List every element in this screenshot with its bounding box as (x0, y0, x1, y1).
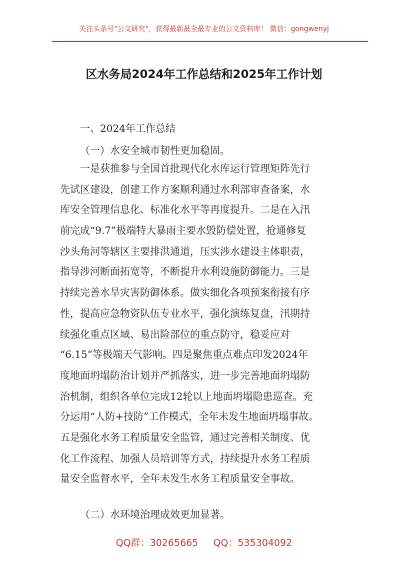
paragraph-line: 库安全管理信息化、标准化水平等再度提升。二是在入汛 (60, 205, 310, 217)
paragraph-line: 治机制，组织各单位完成12轮以上地面坍塌隐患巡查。充 (60, 391, 313, 403)
paragraph-line: 分运用“人防+技防”工作模式，全年未发生地面坍塌事故。 (60, 412, 319, 424)
paragraph-line: 先试区建设，创建工作方案顺利通过水利部审查备案，水 (60, 184, 310, 196)
section-heading: 一、2024年工作总结 (80, 124, 176, 135)
paragraph-line: 量安全监督水平，全年未发生水务工程质量安全事故。 (60, 474, 300, 486)
footer-contact (0, 535, 408, 549)
paragraph-line: 一是获推参与全国首批现代化水库运行管理矩阵先行 (80, 164, 310, 175)
paragraph-line: 沙头角河等辖区主要排洪通道，压实涉水建设主体职责， (60, 246, 310, 258)
paragraph-line: “6.15”等极端天气影响。四是聚焦重点难点印发2024年 (60, 350, 308, 362)
paragraph-line: 指导涉河断面拓宽等，不断提升水利设施防御能力。三是 (60, 267, 310, 279)
paragraph-line: 续强化重点区域、易出险部位的重点防守，稳妥应对 (60, 329, 290, 341)
paragraph-line: 度地面坍塌防治计划并严抓落实，进一步完善地面坍塌防 (60, 370, 310, 382)
paragraph-line: 持续完善水旱灾害防御体系。做实细化各项预案衔接有序 (60, 288, 310, 300)
paragraph-line: 前完成“9.7”极端特大暴雨主要水毁防偿处置，抢通修复 (60, 226, 307, 238)
qq-group-number: QQ群：30265665 (115, 538, 199, 549)
paragraph-line: 五是强化水务工程质量安全监管，通过完善相关制度、优 (60, 432, 310, 444)
paragraph-line: 性，提高应急物资队伍专业水平，强化演练复盘，汛期持 (60, 308, 310, 320)
qq-number: QQ：535304092 (213, 538, 293, 549)
document-title: 区水务局2024年工作总结和2025年工作计划 (85, 67, 323, 81)
banner-divider (52, 41, 368, 42)
paragraph-line: 化工作流程、加强人员培训等方式，持续提升水务工程质 (60, 453, 310, 465)
body-paragraph (60, 160, 360, 491)
subsection-heading: （二）水环境治理成效更加显著。 (80, 510, 230, 521)
promo-banner: 关注头条号"公文研究"，获得最新最全最专业的公文资料库！ 微信：gongwenyj (79, 25, 329, 33)
subsection-heading: （一）水安全城市韧性更加稳固。 (80, 146, 230, 157)
